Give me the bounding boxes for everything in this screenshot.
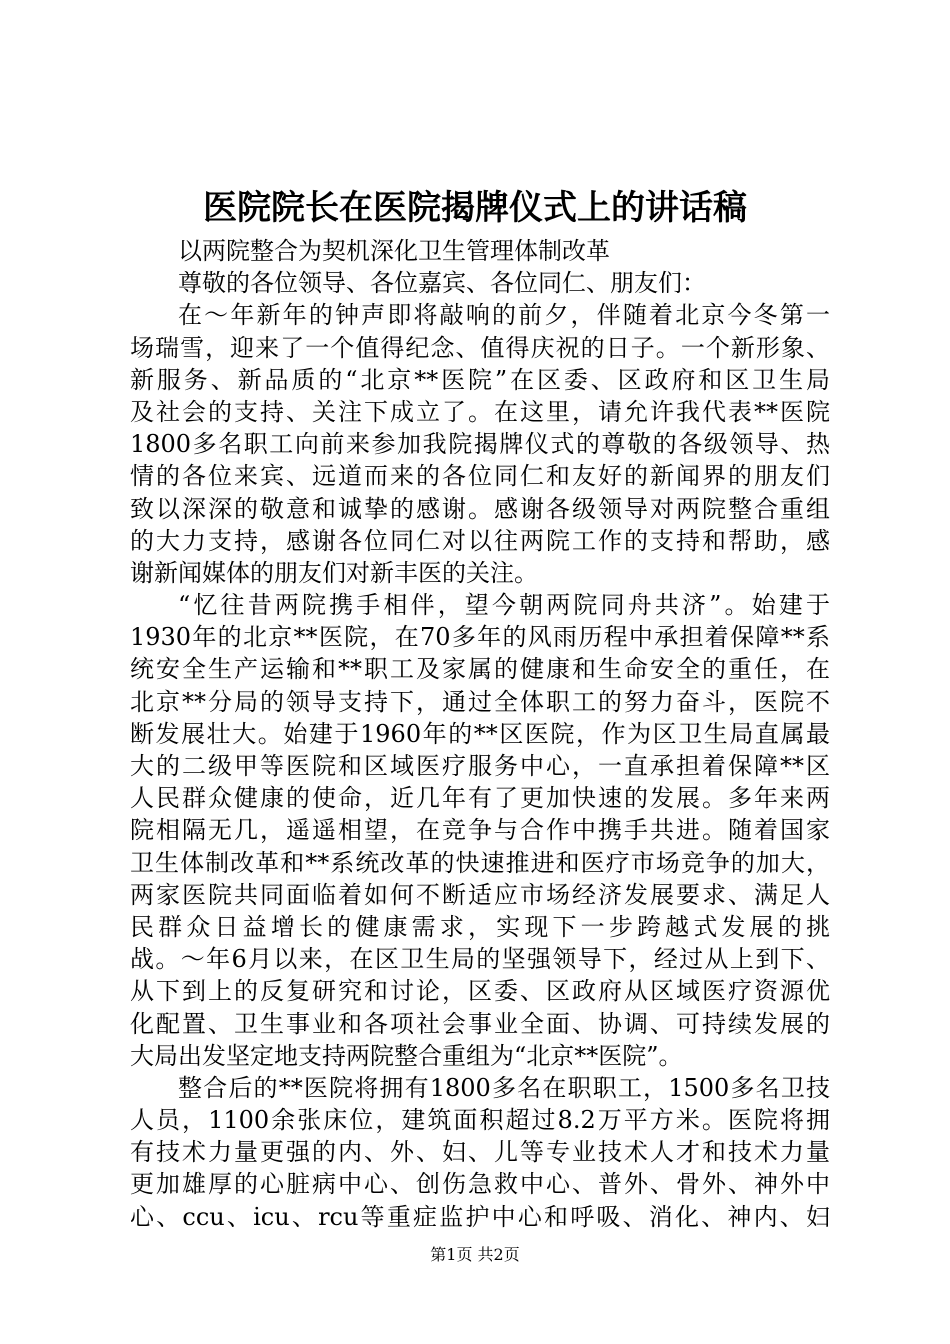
document-title: 医院院长在医院揭牌仪式上的讲话稿	[203, 188, 747, 228]
text-line: 大的二级甲等医院和区域医疗服务中心，一直承担着保障**区	[130, 752, 830, 780]
text-line: 在～年新年的钟声即将敲响的前夕，伴随着北京今冬第一	[178, 301, 830, 330]
text-line: 新服务、新品质的“北京**医院”在区委、区政府和区卫生局	[130, 365, 830, 394]
text-line: 致以深深的敬意和诚挚的感谢。感谢各级领导对两院整合重组	[130, 494, 830, 523]
text-line: 院相隔无几，遥遥相望，在竞争与合作中携手共进。随着国家	[130, 816, 830, 845]
text-line: 民群众日益增长的健康需求，实现下一步跨越式发展的挑	[130, 912, 830, 941]
text-line: 场瑞雪，迎来了一个值得纪念、值得庆祝的日子。一个新形象、	[130, 333, 830, 362]
text-line: 人员，1100余张床位，建筑面积超过8.2万平方米。医院将拥	[130, 1106, 830, 1135]
text-line: 及社会的支持、关注下成立了。在这里，请允许我代表**医院	[130, 397, 830, 426]
text-line: 有技术力量更强的内、外、妇、儿等专业技术人才和技术力量	[130, 1138, 830, 1167]
text-line: 尊敬的各位领导、各位嘉宾、各位同仁、朋友们：	[178, 269, 706, 298]
text-line: 两家医院共同面临着如何不断适应市场经济发展要求、满足人	[130, 880, 830, 909]
page-number-footer: 第1页 共2页	[430, 1245, 520, 1264]
text-line: 北京**分局的领导支持下，通过全体职工的努力奋斗，医院不	[130, 687, 830, 716]
text-line: 情的各位来宾、远道而来的各位同仁和友好的新闻界的朋友们	[130, 462, 830, 491]
text-line: 1800多名职工向前来参加我院揭牌仪式的尊敬的各级领导、热	[130, 430, 830, 459]
text-line: 整合后的**医院将拥有1800多名在职职工，1500多名卫技	[178, 1073, 830, 1102]
text-line: 战。～年6月以来，在区卫生局的坚强领导下，经过从上到下、	[130, 945, 830, 974]
text-line: 大局出发坚定地支持两院整合重组为“北京**医院”。	[130, 1041, 683, 1070]
text-line: 卫生体制改革和**系统改革的快速推进和医疗市场竞争的加大，	[130, 848, 830, 877]
text-line: 更加雄厚的心脏病中心、创伤急救中心、普外、骨外、神外中	[130, 1170, 830, 1199]
text-line: 谢新闻媒体的朋友们对新丰医的关注。	[130, 558, 538, 587]
text-line: 人民群众健康的使命，近几年有了更加快速的发展。多年来两	[130, 784, 830, 813]
text-line: 从下到上的反复研究和讨论，区委、区政府从区域医疗资源优	[130, 977, 830, 1006]
text-line: 的大力支持，感谢各位同仁对以往两院工作的支持和帮助，感	[130, 526, 830, 555]
text-line: 断发展壮大。始建于1960年的**区医院，作为区卫生局直属最	[130, 719, 830, 748]
text-line: 1930年的北京**医院，在70多年的风雨历程中承担着保障**系	[130, 623, 830, 652]
text-line: 统安全生产运输和**职工及家属的健康和生命安全的重任，在	[130, 655, 830, 684]
text-line: 心、ccu、icu、rcu等重症监护中心和呼吸、消化、神内、妇	[130, 1202, 830, 1231]
text-line: “忆往昔两院携手相伴，望今朝两院同舟共济”。始建于	[178, 591, 830, 620]
text-line: 化配置、卫生事业和各项社会事业全面、协调、可持续发展的	[130, 1009, 830, 1038]
document-body	[130, 235, 830, 1233]
text-line: 以两院整合为契机深化卫生管理体制改革	[178, 237, 610, 265]
